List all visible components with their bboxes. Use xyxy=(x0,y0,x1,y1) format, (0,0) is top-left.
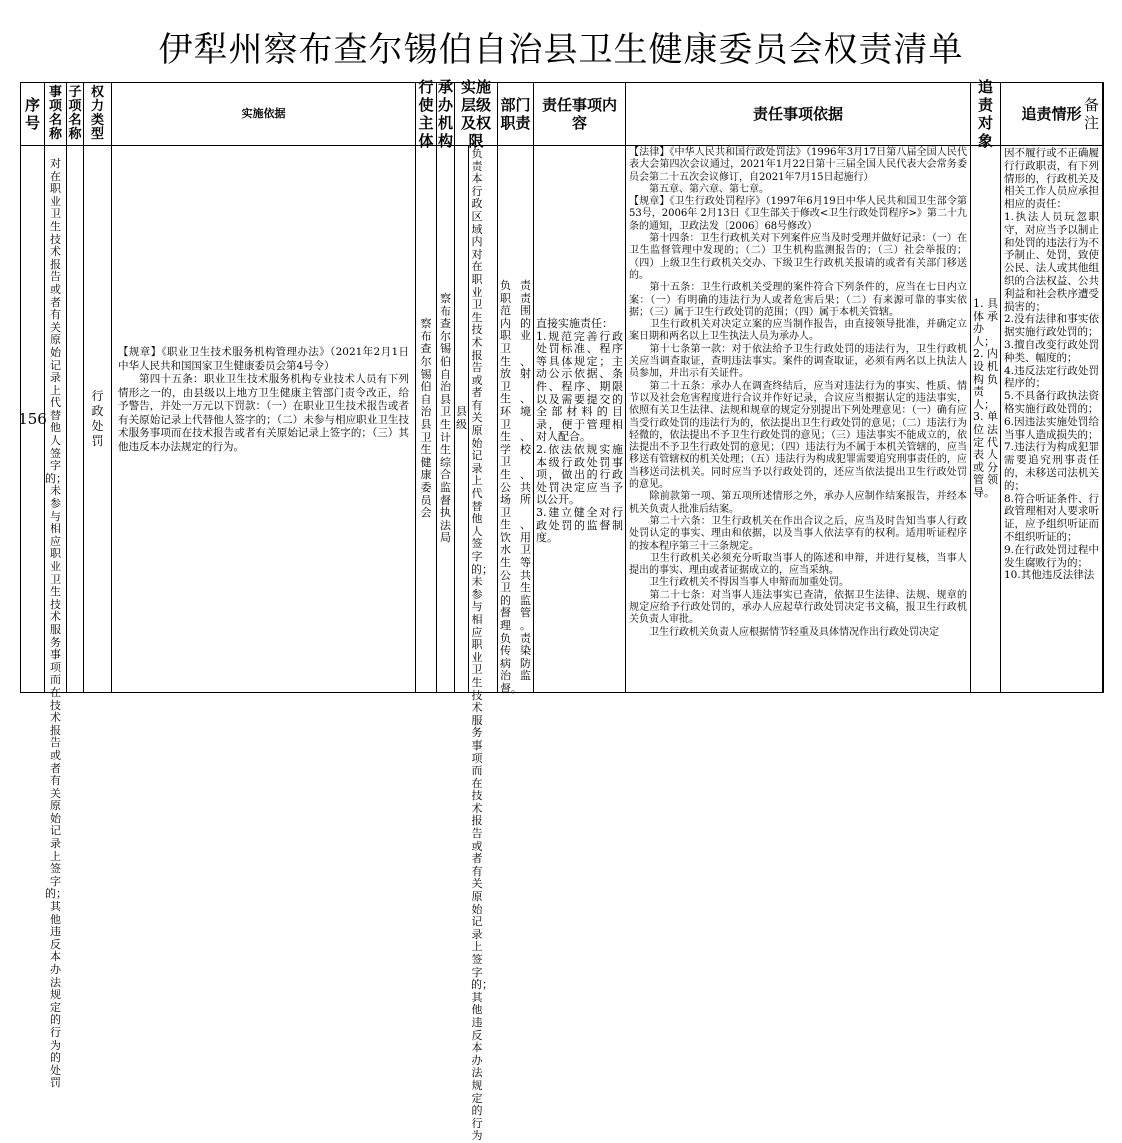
col-dept-duty xyxy=(498,83,534,695)
responsibility-table xyxy=(18,78,1104,1143)
col-remark-box xyxy=(1082,82,1104,693)
resp-basis-line: 【法律】《中华人民共和国行政处罚法》（1996年3月17日第八届全国人民代表大会第四次会议通过，2021年1月22日第十三届全国人民代表大会常务委员会第二十五次会议修订，自2021年7月15日起施行） xyxy=(629,147,967,183)
header-circumstance: 追责情形 xyxy=(1021,105,1082,123)
cell-seq: 156 xyxy=(18,410,47,428)
col-resp-basis xyxy=(626,83,971,692)
col-accountable xyxy=(971,78,1001,692)
resp-basis-line: 卫生行政机关必须充分听取当事人的陈述和申辩，并进行复核，当事人提出的事实、理由或者证据成立的，应当采纳。 xyxy=(629,552,967,577)
header-sub-item: 子项名称 xyxy=(68,85,82,142)
page-title: 伊犁州察布查尔锡伯自治县卫生健康委员会权责清单 xyxy=(158,30,964,70)
header-subject: 行使主体 xyxy=(418,78,434,150)
resp-basis-line: 第二十六条：卫生行政机关在作出合议之后，应当及时告知当事人行政处罚认定的事实、理由和依据，以及当事人依法享有的权利。适用听证程序的按本程序第三十三条规定。 xyxy=(629,515,967,552)
basis-paragraph-2: 第四十五条：职业卫生技术服务机构专业技术人员有下列情形之一的，由县级以上地方卫生健康主管部门责令改正，给予警告，并处一万元以下罚款：（一）在职业卫生技术报告或者有关原始记录上代替他人签字的；（二）未参与相应职业卫生技术服务事项而在技术报告或者有关原始记录上签字的；（三）其他违反本办法规定的行为。 xyxy=(118,373,409,453)
header-remark: 备注 xyxy=(1084,96,1100,132)
cell-circumstance: 因不履行或不正确履行行政职责，有下列情形的，行政机关及相关工作人员应承担相应的责任： 1.执法人员玩忽职守，对应当予以制止和处罚的违法行为不予制止、处罚，致使公民、法人或其他组织的合法权益、公共利益和社会秩序遭受损害的； 2.没有法律和事实依据实施行政处罚的； 3.擅自改变行政处罚种类、幅度的； 4.违反法定行政处罚程序的； 5.不具备行政执法资格实施行政处罚的； 6.因违法实施处罚给当事人造成损失的； 7.违法行为构成犯罪需要追究刑事责任的，未移送司法机关的； 8.符合听证条件、行政管理相对人要求听证，应予组织听证而不组织听证的； 9.在行政处罚过程中发生腐败行为的； 10.其他违反法律法 xyxy=(1004,147,1099,582)
cell-resp-basis xyxy=(626,146,970,640)
cell-item-name: 对在职业卫生技术报告或者有关原始记录上代替他人签字的；未参与相应职业卫生技术服务事项而在技术报告或者有关原始记录上签字的；其他违反本办法规定的行为的处罚 xyxy=(45,157,67,1090)
cell-subject: 察布查尔锡伯自治县卫生健康委员会 xyxy=(420,317,432,520)
col-level xyxy=(455,78,498,1143)
header-seq: 序号 xyxy=(24,96,40,132)
resp-basis-line: 第二十七条：对当事人违法事实已查清，依据卫生法律、法规、规章的规定应给予行政处罚的，承办人应起草行政处罚决定书文稿，报卫生行政机关负责人审批。 xyxy=(629,589,967,626)
header-item-name: 事项名称 xyxy=(48,85,62,142)
resp-basis-line: 【规章】《卫生行政处罚程序》（1997年6月19日中华人民共和国卫生部令第53号，2006年 2月13日《卫生部关于修改<卫生行政处罚程序>》第二十九条的通知，卫政法发〔2006〕68号修改） xyxy=(629,196,967,232)
resp-basis-line: 第五章、第六章、第七章。 xyxy=(629,183,769,195)
col-item-name xyxy=(45,83,67,1090)
basis-paragraph-1: 【规章】《职业卫生技术服务机构管理办法》（2021年2月1日中华人民共和国国家卫生健康委员会第4号令） xyxy=(118,346,409,372)
resp-basis-line: 卫生行政机关负责人应根据情节轻重及具体情况作出行政处罚决定 xyxy=(629,626,939,638)
header-basis: 实施依据 xyxy=(241,107,286,120)
col-resp-content xyxy=(534,83,626,692)
cell-dept-duty: 负责职责范围内的职业卫生、放射卫生、环境卫生、学校卫生、公共场所卫生、饮用水卫生等公共卫生的监督管理。负责传染病防治监督。 xyxy=(500,279,531,695)
header-accountable: 追责对象 xyxy=(977,78,993,150)
cell-level: 县级 xyxy=(456,405,467,431)
cell-level-scope: 负责本行政区域内对在职业卫生技术报告或者有关原始记录上代替他人签字的；未参与相应职业卫生技术服务事项而在技术报告或者有关原始记录上签字的；其他违反本办法规定的行为 xyxy=(471,147,493,1143)
cell-undertaker: 察布查尔锡伯自治县卫生计生综合监督执法局 xyxy=(440,292,451,545)
resp-basis-line: 第十七条第一款：对于依法给予卫生行政处罚的违法行为，卫生行政机关应当调查取证，查明违法事实。案件的调查取证，必须有两名以上执法人员参加，并出示有关证件。 xyxy=(629,343,967,380)
col-undertaker xyxy=(437,78,455,692)
cell-power-type: 行政处罚 xyxy=(91,389,104,448)
resp-basis-line: 第十四条：卫生行政机关对下列案件应当及时受理并做好记录：（一）在卫生监督管理中发现的；（二）卫生机构监测报告的；（三）社会举报的；（四）上级卫生行政机关交办、下级卫生行政机关报请的或者有关部门移送的。 xyxy=(629,233,967,281)
cell-accountable: 1.具体承办人； 2.内设机构负责人； 3.单位法定代表人或分管领导。 xyxy=(973,297,998,499)
cell-resp-content: 直接实施责任： 1.规范完善行政处罚标准、程序等具体规定；主动公示依据、条件、程序、期限以及需要提交的全部材料的目录，便于管理相对人配合。 2.依法依规实施本级行政处罚事项，做出的行政处罚决定应当予以公开。 3.建立健全对行政处罚的监督制度。 xyxy=(536,317,623,545)
col-sub-item xyxy=(67,83,84,692)
resp-basis-line: 除前款第一项、第五项所述情形之外，承办人应制作结案报告，并经本机关负责人批准后结案。 xyxy=(629,491,967,515)
header-resp-basis: 责任事项依据 xyxy=(752,105,843,123)
resp-basis-line: 第十五条：卫生行政机关受理的案件符合下列条件的，应当在七日内立案：（一）有明确的违法行为人或者危害后果；（二）有来源可靠的事实依据；（三）属于卫生行政处罚的范围；（四）属于本机关管辖。 xyxy=(629,282,967,318)
resp-basis-line: 第二十五条：承办人在调查终结后，应当对违法行为的事实、性质、情节以及社会危害程度进行合议并作好记录，合议应当根据认定的违法事实，依照有关卫生法律、法规和规章的规定分别提出下列处理意见：（一）确有应当受行政处罚的违法行为的，依法提出卫生行政处罚的意见；（二）违法行为轻微的，依法提出不予卫生行政处罚的意见；（三）违法事实不能成立的，依法提出不予卫生行政处罚的意见；（四）违法行为不属于本机关管辖的，应当移送有管辖权的机关处理；（五）违法行为构成犯罪需要追究刑事责任的，应当移送司法机关。同时应当予以行政处罚的，还应当依法提出卫生行政处罚的意见。 xyxy=(629,380,967,491)
col-seq xyxy=(18,83,47,692)
header-undertaker: 承办机构 xyxy=(438,78,454,150)
resp-basis-line: 卫生行政机关对决定立案的应当制作报告，由直接领导批准，并确定立案日期和两名以上卫生执法人员为承办人。 xyxy=(629,319,967,343)
col-subject xyxy=(416,78,437,692)
col-basis xyxy=(112,83,416,692)
col-power-type xyxy=(84,83,112,692)
resp-basis-line: 卫生行政机关不得因当事人申辩而加重处罚。 xyxy=(629,577,849,589)
header-resp-content: 责任事项内容 xyxy=(541,96,617,132)
header-level: 实施层级及权限 xyxy=(460,78,491,150)
header-power-type: 权力类型 xyxy=(90,85,104,142)
header-dept-duty: 部门职责 xyxy=(500,96,531,132)
